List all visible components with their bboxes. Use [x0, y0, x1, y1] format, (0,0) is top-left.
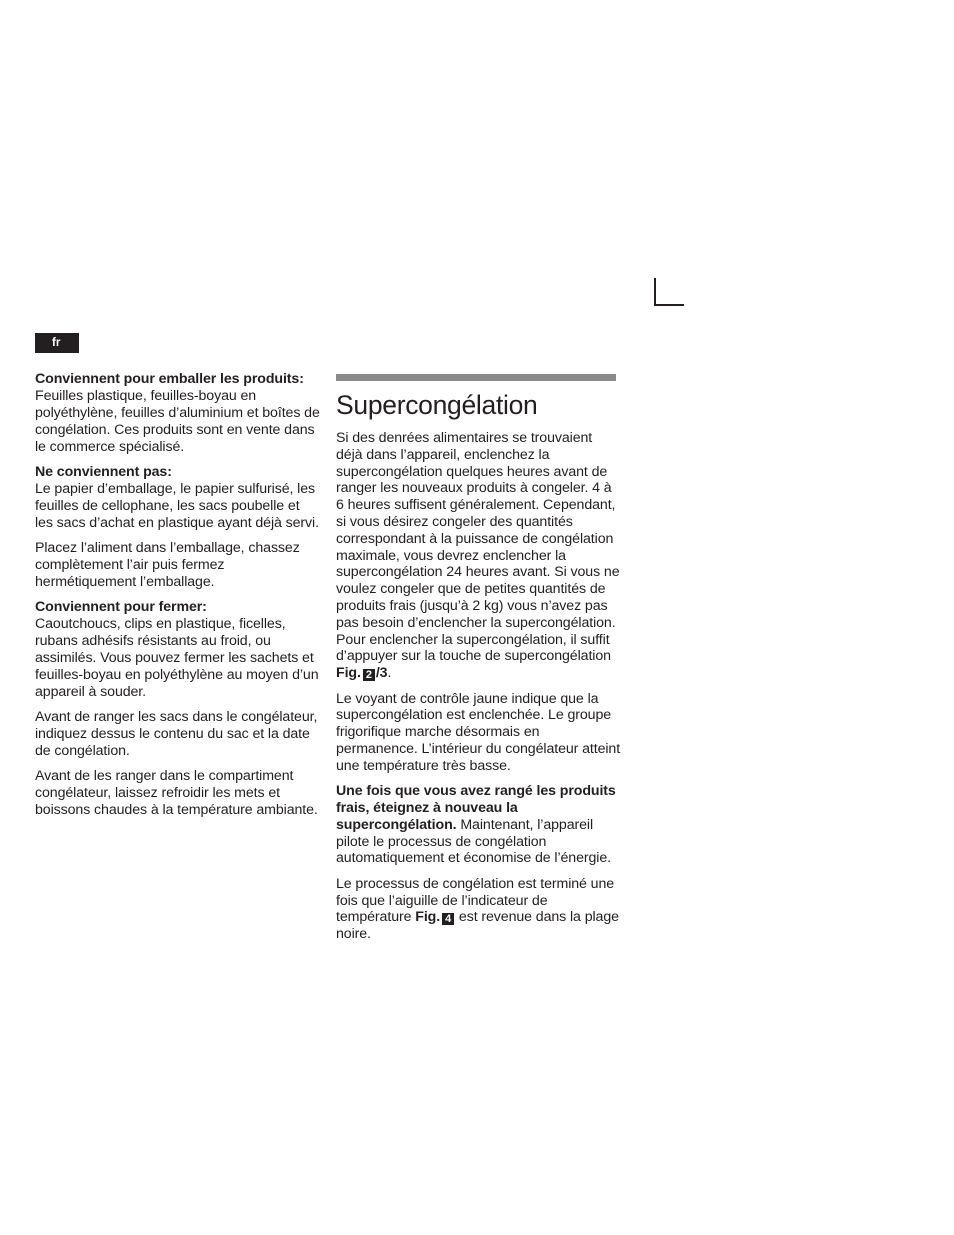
- figure-reference-suffix: /3: [375, 665, 388, 682]
- paragraph-freezing-end: est revenue dans la plage noire.: [336, 909, 619, 943]
- paragraph-suitable-closing: Caoutchoucs, clips en plastique, ficelles, rubans adhésifs résistants au froid, ou assimilés. Vous pouvez fermer les sachets et feuilles-boyau en polyéthylène au moyen d’un appareil à souder.: [35, 616, 319, 700]
- paragraph-switch-off-rest: Maintenant, l’appareil pilote le processus de congélation automatiquement et économise de l’énergie.: [336, 816, 611, 867]
- paragraph-switch-off-bold: Une fois que vous avez rangé les produits frais, éteignez à nouveau la supercongélation.: [336, 783, 616, 833]
- section-rule: [336, 374, 616, 381]
- paragraph-not-suitable: Le papier d’emballage, le papier sulfurisé, les feuilles de cellophane, les sacs poubelle et les sacs d’achat en plastique ayant déjà servi.: [35, 481, 319, 531]
- figure-number-box-2: 4: [442, 913, 454, 925]
- heading-not-suitable: Ne conviennent pas:: [35, 463, 172, 480]
- language-tab: fr: [35, 333, 79, 353]
- paragraph-label-bags: Avant de ranger les sacs dans le congélateur, indiquez dessus le contenu du sac et la date de congélation.: [35, 708, 318, 759]
- heading-suitable-packaging: Conviennent pour emballer les produits:: [35, 371, 304, 387]
- paragraph-indicator-light: Le voyant de contrôle jaune indique que la supercongélation est enclenchée. Le groupe frigorifique marche désormais en permanence. L’intérieur du congélateur atteint une température très basse.: [336, 690, 621, 774]
- paragraph-supercooling-text: Si des denrées alimentaires se trouvaient déjà dans l’appareil, enclenchez la supercongélation quelques heures avant de ranger les nouveaux produits à congeler. 4 à 6 heures suffisent généralement. Cependant, si vous désirez congeler des quantités correspondant à la puissance de congélation maximale, vous devrez enclencher la supercongélation 24 heures avant. Si vous ne voulez congeler que de petites quantités de produits frais (jusqu’à 2 kg) vous n’avez pas pas besoin d’enclencher la supercongélation. Pour enclencher la supercongélation, il suffit d’appuyer sur la touche de supercongélation: [336, 430, 620, 665]
- paragraph-place-food: Placez l’aliment dans l’emballage, chassez complètement l’air puis fermez hermétiquement l’emballage.: [35, 540, 300, 590]
- left-column: [35, 371, 320, 827]
- figure-reference-label: Fig.: [336, 665, 361, 682]
- crop-mark-vertical: [654, 278, 656, 306]
- paragraph-switch-off: [336, 783, 621, 867]
- crop-mark-horizontal: [654, 304, 684, 306]
- figure-reference-label-2: Fig.: [415, 909, 441, 926]
- figure-number-box: 2: [363, 669, 375, 681]
- paragraph-supercooling-intro: [336, 430, 621, 682]
- paragraph-suitable-packaging: Feuilles plastique, feuilles-boyau en polyéthylène, feuilles d’aluminium et boîtes de congélation. Ces produits sont en vente dans le commerce spécialisé.: [35, 388, 320, 455]
- section-title: Supercongélation: [336, 390, 538, 420]
- paragraph-end-punctuation: .: [387, 665, 392, 682]
- paragraph-freezing-complete: [336, 876, 621, 943]
- heading-suitable-closing: Conviennent pour fermer:: [35, 599, 207, 616]
- paragraph-freezing-start: Le processus de congélation est terminé une fois que l’aiguille de l’indicateur de température: [336, 875, 615, 926]
- right-column: [336, 374, 621, 951]
- paragraph-cool-food: Avant de les ranger dans le compartiment congélateur, laissez refroidir les mets et boissons chaudes à la température ambiante.: [35, 767, 318, 818]
